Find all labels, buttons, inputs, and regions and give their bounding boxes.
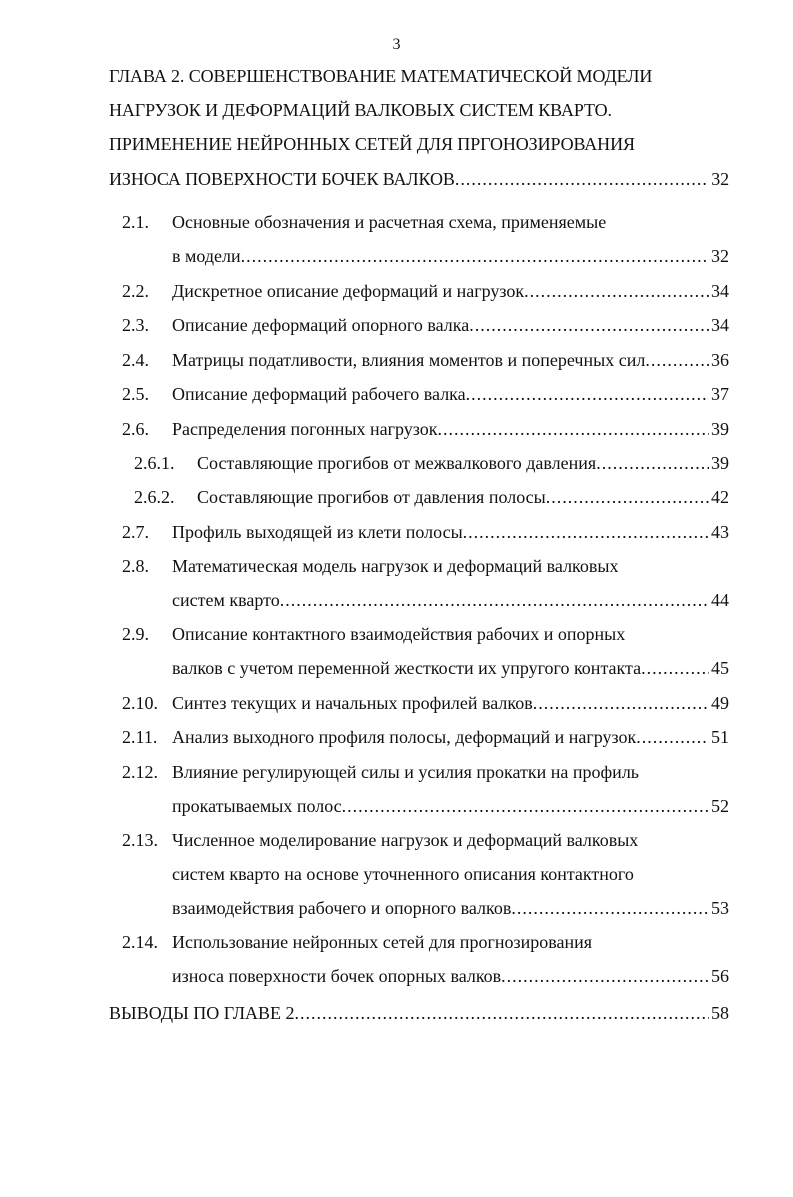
page-ref: 43 [711,522,729,542]
toc-entry-2-6-1[interactable] [109,451,729,475]
section-number: 2.14. [122,932,158,952]
leader-dots [469,313,709,337]
toc-entry-2-1[interactable] [109,210,729,234]
toc-entry-2-4[interactable] [109,348,729,372]
section-title: Анализ выходного профиля полосы, деформаций и нагрузок [172,727,637,747]
page-ref: 51 [711,727,729,747]
section-number: 2.4. [122,350,149,370]
leader-dots [501,964,709,988]
page-ref: 58 [711,1003,729,1023]
section-title: Численное моделирование нагрузок и деформаций валковых [172,830,639,850]
section-title: систем кварто [172,590,280,610]
leader-dots [533,691,709,715]
section-title: Дискретное описание деформаций и нагрузок [172,281,525,301]
section-title: Математическая модель нагрузок и деформаций валковых [172,556,619,576]
page-ref: 52 [711,796,729,816]
toc-entry-2-9[interactable] [109,622,729,646]
section-number: 2.6. [122,419,149,439]
page-number: 3 [392,36,401,53]
leader-dots [636,725,709,749]
toc-entry-2-13-cont[interactable] [172,896,729,920]
leader-dots [437,417,709,441]
toc-entry-2-3[interactable] [109,313,729,337]
toc-entry-2-8[interactable] [109,554,729,578]
page-ref: 32 [711,169,729,189]
leader-dots [455,167,709,191]
leader-dots [295,1001,709,1025]
section-number: 2.1. [122,212,149,232]
section-title: Влияние регулирующей силы и усилия прокатки на профиль [172,762,640,782]
section-title: Описание контактного взаимодействия рабочих и опорных [172,624,626,644]
section-number: 2.7. [122,522,149,542]
toc-entry-2-14-cont[interactable] [172,964,729,988]
section-title: Матрицы податливости, влияния моментов и поперечных сил [172,350,646,370]
toc-entry-2-6[interactable] [109,417,729,441]
section-number: 2.13. [122,830,158,850]
page-ref: 42 [711,487,729,507]
section-title: Составляющие прогибов от межвалкового давления [197,453,597,473]
leader-dots [466,382,709,406]
page-ref: 34 [711,281,729,301]
leader-dots [241,244,709,268]
toc-entry-conclusions[interactable] [109,1001,729,1025]
section-number: 2.12. [122,762,158,782]
section-number: 2.9. [122,624,149,644]
leader-dots [524,279,709,303]
leader-dots [546,485,709,509]
section-title: в модели [172,246,241,266]
toc-entry-2-1-cont[interactable] [172,244,729,268]
section-title: ВЫВОДЫ ПО ГЛАВЕ 2 [109,1003,295,1023]
section-title: систем кварто на основе уточненного описания контактного [172,864,634,884]
toc-entry-2-10[interactable] [109,691,729,715]
leader-dots [463,520,709,544]
section-title: взаимодействия рабочего и опорного валков [172,898,512,918]
toc-entry-2-8-cont[interactable] [172,588,729,612]
toc-entry-2-5[interactable] [109,382,729,406]
leader-dots [596,451,709,475]
section-number: 2.10. [122,693,158,713]
leader-dots [641,656,709,680]
toc-entry-2-11[interactable] [109,725,729,749]
section-title: износа поверхности бочек опорных валков [172,966,502,986]
chapter-title-line: ПРИМЕНЕНИЕ НЕЙРОННЫХ СЕТЕЙ ДЛЯ ПРГОНОЗИРОВАНИЯ [109,134,635,154]
toc-entry-2-12-cont[interactable] [172,794,729,818]
section-number: 2.2. [122,281,149,301]
leader-dots [645,348,709,372]
chapter-title-line: ГЛАВА 2. СОВЕРШЕНСТВОВАНИЕ МАТЕМАТИЧЕСКОЙ МОДЕЛИ [109,66,653,86]
page-ref: 37 [711,384,729,404]
toc-entry-2-13-line2[interactable] [109,862,729,886]
page-ref: 39 [711,453,729,473]
section-title: валков с учетом переменной жесткости их упругого контакта [172,658,642,678]
toc-entry-2-13[interactable] [109,828,729,852]
page-ref: 53 [711,898,729,918]
section-title: Описание деформаций рабочего валка [172,384,466,404]
section-number: 2.5. [122,384,149,404]
page-ref: 44 [711,590,729,610]
leader-dots [511,896,709,920]
section-title: прокатываемых полос [172,796,342,816]
section-number: 2.6.1. [134,453,175,473]
section-number: 2.6.2. [134,487,175,507]
page-ref: 34 [711,315,729,335]
section-number: 2.3. [122,315,149,335]
section-number: 2.11. [122,727,158,747]
toc-entry-2-6-2[interactable] [109,485,729,509]
chapter-title-entry[interactable] [109,167,729,191]
toc-entry-2-12[interactable] [109,760,729,784]
chapter-title-line: ИЗНОСА ПОВЕРХНОСТИ БОЧЕК ВАЛКОВ [109,169,455,189]
page-ref: 32 [711,246,729,266]
section-title: Профиль выходящей из клети полосы [172,522,463,542]
section-title: Использование нейронных сетей для прогнозирования [172,932,592,952]
toc-entry-2-7[interactable] [109,520,729,544]
section-title: Синтез текущих и начальных профилей валков [172,693,533,713]
page-ref: 36 [711,350,729,370]
page-ref: 39 [711,419,729,439]
toc-entry-2-14[interactable] [109,930,729,954]
section-title: Описание деформаций опорного валка [172,315,470,335]
page-ref: 56 [711,966,729,986]
toc-entry-2-2[interactable] [109,279,729,303]
chapter-title-line: НАГРУЗОК И ДЕФОРМАЦИЙ ВАЛКОВЫХ СИСТЕМ КВАРТО. [109,100,612,120]
section-number: 2.8. [122,556,149,576]
section-title: Распределения погонных нагрузок [172,419,438,439]
leader-dots [342,794,709,818]
page-ref: 45 [711,658,729,678]
leader-dots [280,588,709,612]
page-ref: 49 [711,693,729,713]
toc-entry-2-9-cont[interactable] [172,656,729,680]
section-title: Составляющие прогибов от давления полосы [197,487,546,507]
section-title: Основные обозначения и расчетная схема, применяемые [172,212,607,232]
